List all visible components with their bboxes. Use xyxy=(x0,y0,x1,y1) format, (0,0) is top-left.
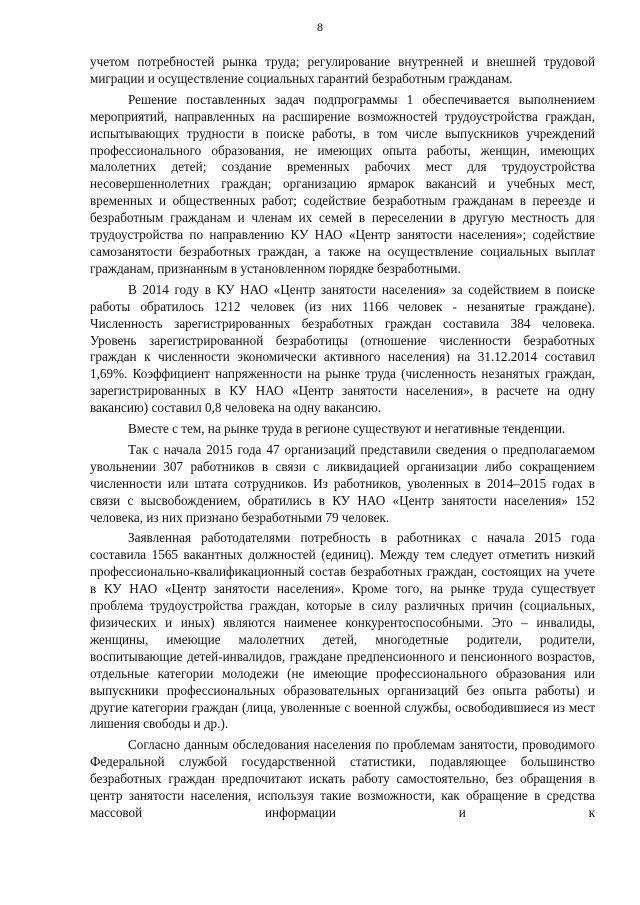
paragraph-2: Решение поставленных задач подпрограммы 1 обеспечивается выполнением мероприятий, направленных на расширение возможностей трудоустройства граждан, испытывающих трудности в поиске работы, в том числе выпускников учреждений профессионального образования, не имеющих опыта работы, женщин, имеющих малолетних детей; создание временных рабочих мест для трудоустройства несовершеннолетних граждан; организацию ярмарок вакансий и учебных мест, временных и общественных работ; содействие безработным гражданам в переезде и безработным гражданам и членам их семей в переселении в другую местность для трудоустройства по направлению КУ НАО «Центр занятости населения»; содействие самозанятости безработных граждан, а также на осуществление социальных выплат гражданам, признанным в установленном порядке безработными. xyxy=(90,91,595,276)
paragraph-3: В 2014 году в КУ НАО «Центр занятости населения» за содействием в поиске работы обратилось 1212 человек (из них 1166 человек - незанятые граждане). Численность зарегистрированных безработных граждан составила 384 человека. Уровень зарегистрированной безработицы (отношение численности безработных граждан к численности экономически активного населения) на 31.12.2014 составил 1,69%. Коэффициент напряженности на рынке труда (численность незанятых граждан, зарегистрированных в КУ НАО «Центр занятости населения», в расчете на одну вакансию) составил 0,8 человека на одну вакансию. xyxy=(90,281,595,416)
paragraph-1: учетом потребностей рынка труда; регулирование внутренней и внешней трудовой миграции и осуществление социальных гарантий безработным гражданам. xyxy=(90,54,595,86)
page-number: 8 xyxy=(317,20,323,34)
paragraph-6: Заявленная работодателями потребность в работниках с начала 2015 года составила 1565 вакантных должностей (единиц). Между тем следует отметить низкий профессионально-квалификационный состав безработных граждан, состоящих на учете в КУ НАО «Центр занятости населения». Кроме того, на рынке труда существует проблема трудоустройства граждан, которые в силу различных причин (социальных, физических и иных) являются наименее конкурентоспособными. Это – инвалиды, женщины, имеющие малолетних детей, многодетные родители, родители, воспитывающие детей-инвалидов, граждане предпенсионного и пенсионного возрастов, отдельные категории молодежи (не имеющие профессионального образования или выпускники профессиональных образовательных организаций без опыта работы) и другие категории граждан (лица, уволенные с военной службы, освободившиеся из мест лишения свободы и др.). xyxy=(90,530,595,732)
paragraph-4: Вместе с тем, на рынке труда в регионе существуют и негативные тенденции. xyxy=(128,421,566,437)
paragraph-5: Так с начала 2015 года 47 организаций представили сведения о предполагаемом увольнении 307 работников в связи с ликвидацией организации либо сокращением численности или штата сотрудников. Из работников, уволенных в 2014–2015 годах в связи с высвобождением, обратились в КУ НАО «Центр занятости населения» 152 человека, из них признано безработными 79 человек. xyxy=(90,441,595,525)
paragraph-7: Согласно данным обследования населения по проблемам занятости, проводимого Федеральной службой государственной статистики, подавляющее большинство безработных граждан предпочитают искать работу самостоятельно, без обращения в центр занятости населения, используя такие возможности, как обращение в средства массовой информации и к xyxy=(90,737,595,820)
document-body xyxy=(90,54,595,826)
